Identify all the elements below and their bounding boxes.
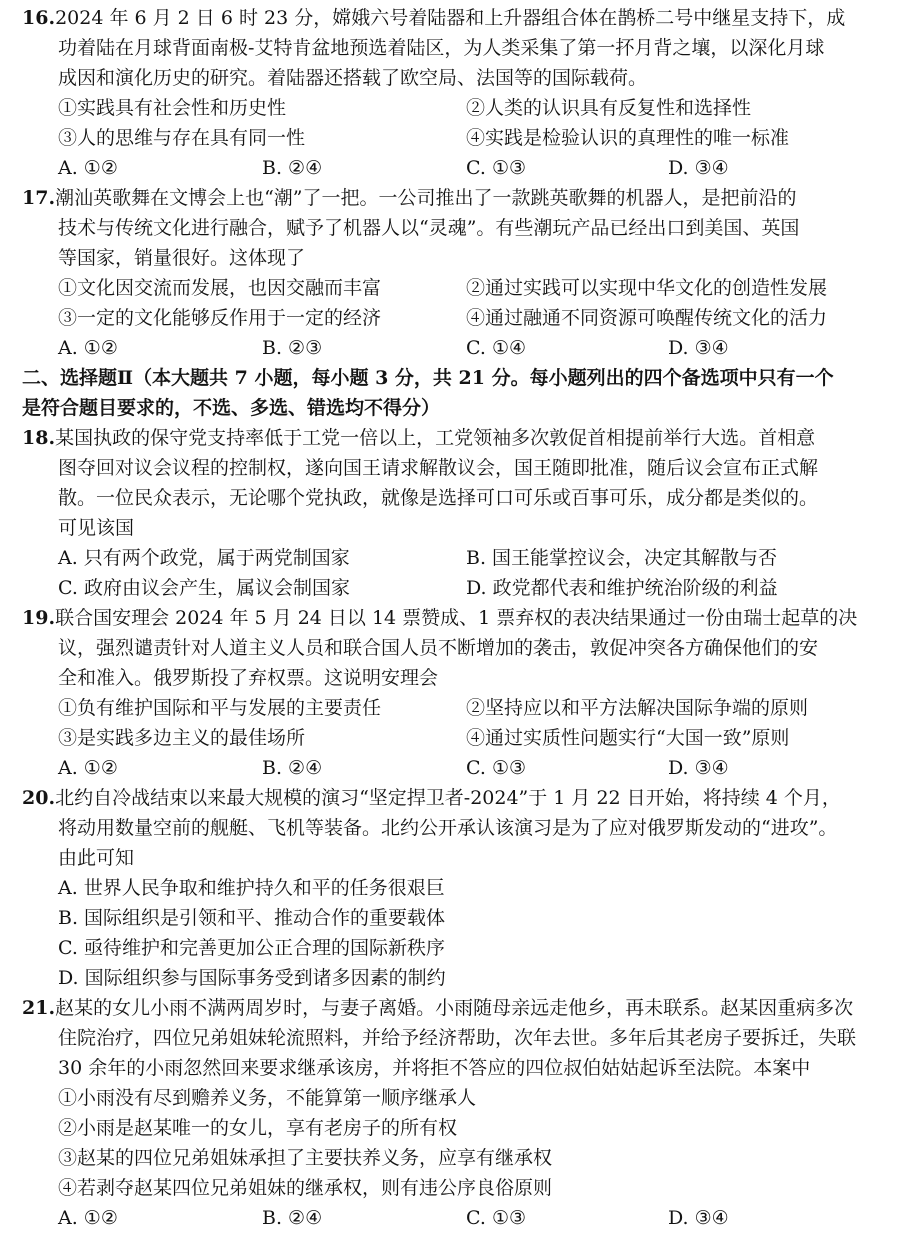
statement-3: ③是实践多边主义的最佳场所 bbox=[58, 727, 306, 749]
question-number: 17. bbox=[22, 187, 56, 209]
choice-d: D. ③④ bbox=[668, 157, 729, 179]
question-text: 赵某的女儿小雨不满两周岁时，与妻子离婚。小雨随母亲远走他乡，再未联系。赵某因重病多次 bbox=[55, 997, 854, 1019]
statement-3: ③一定的文化能够反作用于一定的经济 bbox=[58, 307, 382, 329]
question-18-line-2: 图夺回对议会议程的控制权，遂向国王请求解散议会，国王随即批准，随后议会宣布正式解 bbox=[58, 457, 819, 479]
question-text: 联合国安理会 2024 年 5 月 24 日以 14 票赞成、1 票弃权的表决结果通过一份由瑞士起草的决 bbox=[55, 607, 858, 629]
question-21-line-1 bbox=[22, 993, 853, 1023]
question-19-line-2: 议，强烈谴责针对人道主义人员和联合国人员不断增加的袭击，敦促冲突各方确保他们的安 bbox=[58, 637, 819, 659]
statement-2: ②小雨是赵某唯一的女儿，享有老房子的所有权 bbox=[58, 1117, 458, 1139]
question-20-line-2: 将动用数量空前的舰艇、飞机等装备。北约公开承认该演习是为了应对俄罗斯发动的“进攻”。 bbox=[58, 817, 838, 839]
question-19-line-3: 全和准入。俄罗斯投了弃权票。这说明安理会 bbox=[58, 667, 439, 689]
choice-a: A. ①② bbox=[58, 1207, 118, 1229]
statement-1: ①实践具有社会性和历史性 bbox=[58, 97, 287, 119]
choice-a: A. ①② bbox=[58, 757, 118, 779]
question-text: 北约自冷战结束以来最大规模的演习“坚定捍卫者-2024”于 1 月 22 日开始，将持续 4 个月， bbox=[55, 787, 841, 809]
statement-2: ②坚持应以和平方法解决国际争端的原则 bbox=[466, 697, 809, 719]
choice-d: D. 国际组织参与国际事务受到诸多因素的制约 bbox=[58, 967, 446, 989]
choice-d: D. ③④ bbox=[668, 757, 729, 779]
question-16-line-2: 功着陆在月球背面南极-艾特肯盆地预选着陆区，为人类采集了第一抔月背之壤，以深化月球 bbox=[58, 37, 825, 59]
question-18-line-1 bbox=[22, 423, 815, 453]
question-number: 18. bbox=[22, 427, 56, 449]
question-16-line-1 bbox=[22, 3, 845, 33]
choice-c: C. ①③ bbox=[466, 757, 527, 779]
choice-d: D. 政党都代表和维护统治阶级的利益 bbox=[466, 577, 778, 599]
question-18-line-4: 可见该国 bbox=[58, 517, 135, 539]
choice-b: B. ②④ bbox=[262, 757, 323, 779]
choice-a: A. ①② bbox=[58, 337, 118, 359]
choice-b: B. 国王能掌控议会，决定其解散与否 bbox=[466, 547, 778, 569]
statement-4: ④通过融通不同资源可唤醒传统文化的活力 bbox=[466, 307, 828, 329]
choice-c: C. ①④ bbox=[466, 337, 527, 359]
choice-d: D. ③④ bbox=[668, 337, 729, 359]
choice-a: A. ①② bbox=[58, 157, 118, 179]
choice-a: A. 世界人民争取和维护持久和平的任务很艰巨 bbox=[58, 877, 445, 899]
choice-c: C. 政府由议会产生，属议会制国家 bbox=[58, 577, 350, 599]
question-16-line-3: 成因和演化历史的研究。着陆器还搭载了欧空局、法国等的国际载荷。 bbox=[58, 67, 648, 89]
choice-b: B. ②④ bbox=[262, 1207, 323, 1229]
question-text: 某国执政的保守党支持率低于工党一倍以上，工党领袖多次敦促首相提前举行大选。首相意 bbox=[55, 427, 816, 449]
question-18-line-3: 散。一位民众表示，无论哪个党执政，就像是选择可口可乐或百事可乐，成分都是类似的。 bbox=[58, 487, 819, 509]
statement-4: ④实践是检验认识的真理性的唯一标准 bbox=[466, 127, 790, 149]
question-17-line-1 bbox=[22, 183, 797, 213]
section-header-line-2: 是符合题目要求的，不选、多选、错选均不得分） bbox=[22, 397, 441, 419]
statement-4: ④通过实质性问题实行“大国一致”原则 bbox=[466, 727, 790, 749]
statement-1: ①小雨没有尽到赡养义务，不能算第一顺序继承人 bbox=[58, 1087, 477, 1109]
question-20-line-3: 由此可知 bbox=[58, 847, 135, 869]
question-21-line-3: 30 余年的小雨忽然回来要求继承该房，并将拒不答应的四位叔伯姑姑起诉至法院。本案中 bbox=[58, 1057, 811, 1079]
question-17-line-3: 等国家，销量很好。这体现了 bbox=[58, 247, 306, 269]
statement-2: ②通过实践可以实现中华文化的创造性发展 bbox=[466, 277, 828, 299]
section-header-line-1: 二、选择题Ⅱ（本大题共 7 小题，每小题 3 分，共 21 分。每小题列出的四个备选项中只有一个 bbox=[22, 367, 834, 389]
choice-b: B. 国际组织是引领和平、推动合作的重要载体 bbox=[58, 907, 446, 929]
choice-c: C. 亟待维护和完善更加公正合理的国际新秩序 bbox=[58, 937, 445, 959]
statement-1: ①文化因交流而发展，也因交融而丰富 bbox=[58, 277, 382, 299]
question-20-line-1 bbox=[22, 783, 841, 813]
statement-1: ①负有维护国际和平与发展的主要责任 bbox=[58, 697, 382, 719]
question-number: 20. bbox=[22, 787, 56, 809]
choice-a: A. 只有两个政党，属于两党制国家 bbox=[58, 547, 350, 569]
question-text: 潮汕英歌舞在文博会上也“潮”了一把。一公司推出了一款跳英歌舞的机器人，是把前沿的 bbox=[55, 187, 797, 209]
choice-b: B. ②④ bbox=[262, 157, 323, 179]
choice-b: B. ②③ bbox=[262, 337, 323, 359]
statement-2: ②人类的认识具有反复性和选择性 bbox=[466, 97, 752, 119]
statement-3: ③人的思维与存在具有同一性 bbox=[58, 127, 306, 149]
choice-c: C. ①③ bbox=[466, 157, 527, 179]
question-21-line-2: 住院治疗，四位兄弟姐妹轮流照料，并给予经济帮助，次年去世。多年后其老房子要拆迁，失联 bbox=[58, 1027, 857, 1049]
question-number: 16. bbox=[22, 7, 56, 29]
statement-4: ④若剥夺赵某四位兄弟姐妹的继承权，则有违公序良俗原则 bbox=[58, 1177, 553, 1199]
question-17-line-2: 技术与传统文化进行融合，赋予了机器人以“灵魂”。有些潮玩产品已经出口到美国、英国 bbox=[58, 217, 800, 239]
question-text: 2024 年 6 月 2 日 6 时 23 分，嫦娥六号着陆器和上升器组合体在鹊桥二号中继星支持下，成 bbox=[55, 7, 846, 29]
statement-3: ③赵某的四位兄弟姐妹承担了主要扶养义务，应享有继承权 bbox=[58, 1147, 553, 1169]
question-number: 19. bbox=[22, 607, 56, 629]
question-number: 21. bbox=[22, 997, 56, 1019]
question-19-line-1 bbox=[22, 603, 857, 633]
choice-c: C. ①③ bbox=[466, 1207, 527, 1229]
choice-d: D. ③④ bbox=[668, 1207, 729, 1229]
